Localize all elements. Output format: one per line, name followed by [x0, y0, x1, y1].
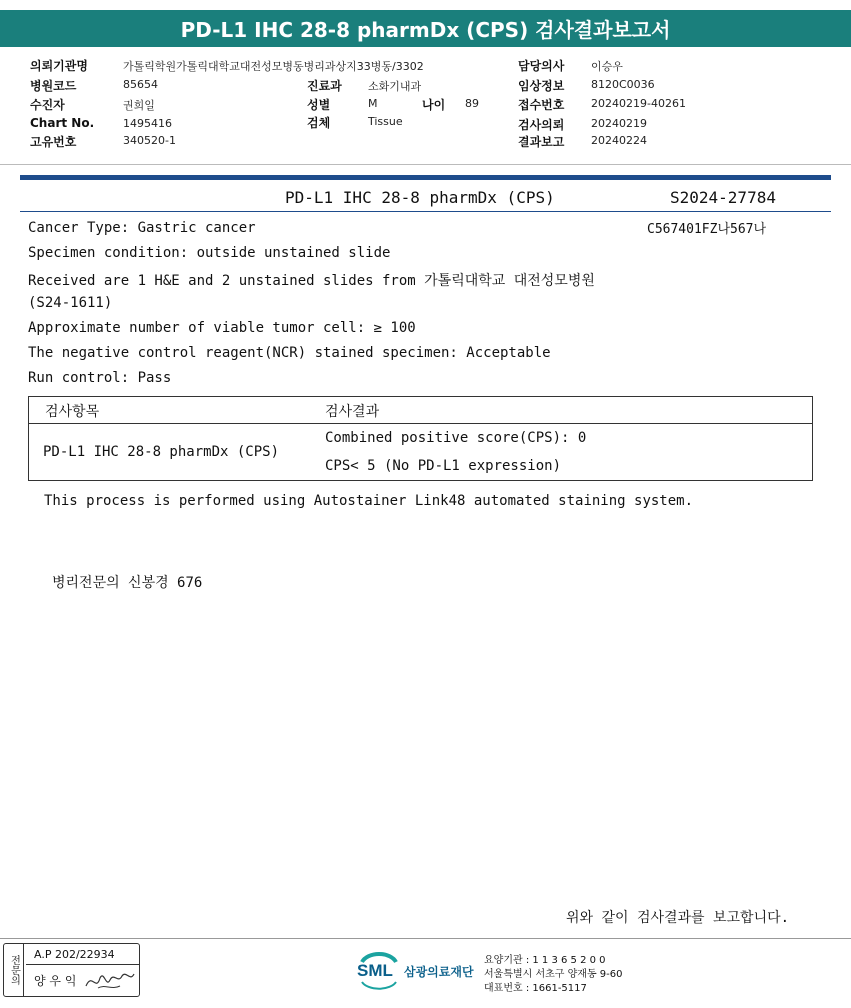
col-test-result-header: 검사결과	[325, 404, 380, 420]
test-item-cell: PD-L1 IHC 28-8 pharmDx (CPS)	[43, 444, 280, 460]
report-heading-rule	[20, 211, 831, 212]
test-request-label: 검사의뢰	[518, 118, 565, 132]
process-note: This process is performed using Autostainer Link48 automated staining system.	[44, 493, 694, 509]
pathologist-signature-line: 병리전문의 신봉경 676	[52, 575, 203, 591]
outside-specimen-number-line: (S24-1611)	[28, 295, 113, 311]
signature-box	[3, 943, 140, 997]
physician-value: 이승우	[591, 60, 623, 73]
unique-id-value: 340520-1	[123, 134, 176, 147]
col-test-item-header: 검사항목	[45, 404, 100, 420]
tumor-cell-count-line: Approximate number of viable tumor cell: ≥ 100	[28, 320, 416, 336]
organization-address: 서울특별시 서초구 양재동 9-60	[484, 969, 623, 980]
chart-no-label: Chart No.	[30, 116, 95, 130]
run-control-line: Run control: Pass	[28, 370, 172, 386]
specimen-number: S2024-27784	[670, 188, 776, 207]
clinical-info-value: 8120C0036	[591, 78, 655, 91]
test-request-value: 20240219	[591, 117, 647, 130]
chart-no-value: 1495416	[123, 117, 172, 130]
footer-divider	[0, 938, 851, 939]
closing-statement: 위와 같이 검사결과를 보고합니다.	[566, 910, 790, 926]
sml-logo	[356, 948, 402, 992]
cps-score-cell: Combined positive score(CPS): 0	[325, 430, 587, 446]
age-value: 89	[465, 97, 479, 110]
department-label: 진료과	[307, 79, 342, 93]
result-report-label: 결과보고	[518, 135, 565, 149]
handwritten-signature-icon	[82, 966, 138, 996]
received-slides-line: Received are 1 H&E and 2 unstained slides from 가톨릭대학교 대전성모병원	[28, 273, 595, 289]
cps-interpretation-cell: CPS< 5 (No PD-L1 expression)	[325, 458, 562, 474]
hospital-code-label: 병원코드	[30, 79, 77, 93]
department-value: 소화기내과	[368, 80, 422, 93]
physician-label: 담당의사	[518, 59, 565, 73]
signature-box-divider	[26, 964, 139, 965]
test-name-heading: PD-L1 IHC 28-8 pharmDx (CPS)	[285, 188, 555, 207]
patient-value: 권희일	[123, 99, 155, 112]
result-table-header	[29, 397, 812, 424]
unique-id-label: 고유번호	[30, 135, 77, 149]
receipt-no-label: 접수번호	[518, 98, 565, 112]
institution-code: 요양기관 : 1 1 3 6 5 2 0 0	[484, 955, 606, 966]
clinical-info-label: 임상정보	[518, 79, 565, 93]
negative-control-line: The negative control reagent(NCR) stained specimen: Acceptable	[28, 345, 551, 361]
hospital-code-value: 85654	[123, 78, 158, 91]
result-table	[28, 396, 813, 481]
specimen-code: C567401FZ나567나	[647, 222, 767, 237]
sml-logo-text: SML	[357, 961, 393, 980]
signer-name: 양 우 익	[34, 974, 77, 988]
age-label: 나이	[422, 98, 446, 112]
specimen-type-label: 검체	[307, 116, 331, 130]
report-title: PD-L1 IHC 28-8 pharmDx (CPS) 검사결과보고서	[0, 10, 851, 47]
organization-phone: 대표번호 : 1661-5117	[484, 983, 587, 994]
cancer-type-line: Cancer Type: Gastric cancer	[28, 220, 256, 236]
ap-number: A.P 202/22934	[34, 948, 115, 961]
result-report-value: 20240224	[591, 134, 647, 147]
specimen-type-value: Tissue	[368, 115, 403, 128]
report-top-rule	[20, 175, 831, 180]
receipt-no-value: 20240219-40261	[591, 97, 686, 110]
requesting-institution-value: 가톨릭학원가톨릭대학교대전성모병동병리과상지33병동/3302	[123, 60, 424, 73]
sex-label: 성별	[307, 98, 331, 112]
requesting-institution-label: 의뢰기관명	[30, 59, 88, 73]
specimen-condition-line: Specimen condition: outside unstained slide	[28, 245, 391, 261]
patient-label: 수진자	[30, 98, 65, 112]
specialist-side-label: 전문의	[4, 944, 24, 996]
organization-name: 삼광의료재단	[404, 965, 474, 979]
sex-value: M	[368, 97, 378, 110]
header-divider	[0, 164, 851, 165]
